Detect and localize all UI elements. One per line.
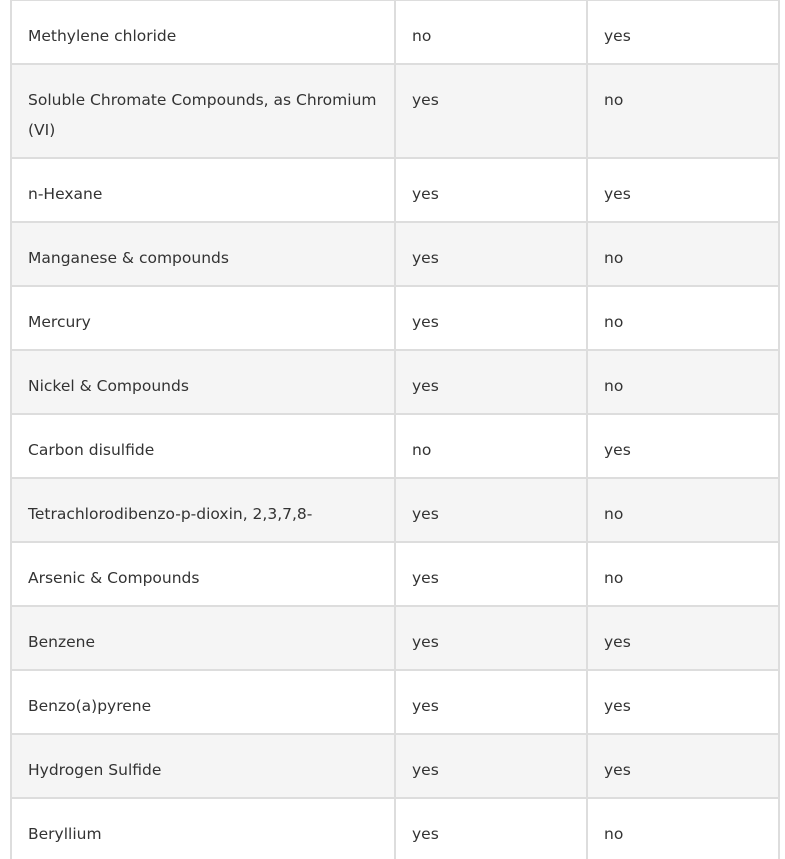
table-row	[11, 158, 779, 222]
substance-cell	[11, 414, 395, 478]
value-col3: no	[604, 505, 624, 523]
substance-name: Arsenic & Compounds	[28, 569, 200, 587]
value-col2: yes	[412, 633, 439, 651]
value-col3: yes	[604, 441, 631, 459]
value-cell	[395, 670, 587, 734]
substance-cell	[11, 0, 395, 64]
value-cell	[395, 0, 587, 64]
value-col3: yes	[604, 761, 631, 779]
substance-name: Mercury	[28, 313, 91, 331]
table-row	[11, 606, 779, 670]
value-col2: yes	[412, 505, 439, 523]
value-col2: no	[412, 441, 432, 459]
value-cell	[587, 64, 779, 158]
value-cell	[395, 286, 587, 350]
substance-name: Carbon disulfide	[28, 441, 155, 459]
value-cell	[587, 542, 779, 606]
value-cell	[587, 606, 779, 670]
value-col2: yes	[412, 697, 439, 715]
substance-cell	[11, 286, 395, 350]
value-col3: yes	[604, 185, 631, 203]
substance-name: Manganese & compounds	[28, 249, 229, 267]
substance-name: n-Hexane	[28, 185, 103, 203]
table-row	[11, 798, 779, 859]
value-col2: yes	[412, 569, 439, 587]
value-cell	[395, 222, 587, 286]
value-cell	[395, 542, 587, 606]
value-cell	[395, 158, 587, 222]
substance-name: Soluble Chromate Compounds, as Chromium (VI)	[28, 91, 377, 139]
substance-cell	[11, 670, 395, 734]
table-row	[11, 350, 779, 414]
value-col3: no	[604, 377, 624, 395]
value-col2: yes	[412, 313, 439, 331]
substance-cell	[11, 734, 395, 798]
value-cell	[395, 606, 587, 670]
substance-name: Tetrachlorodibenzo-p-dioxin, 2,3,7,8-	[28, 505, 313, 523]
value-cell	[395, 798, 587, 859]
value-cell	[587, 350, 779, 414]
value-col3: no	[604, 313, 624, 331]
value-cell	[587, 670, 779, 734]
substance-table	[10, 0, 780, 859]
value-cell	[587, 798, 779, 859]
value-col3: no	[604, 249, 624, 267]
substance-name: Benzene	[28, 633, 96, 651]
value-col3: yes	[604, 697, 631, 715]
value-cell	[587, 478, 779, 542]
table-row	[11, 478, 779, 542]
value-col2: yes	[412, 761, 439, 779]
substance-name: Benzo(a)pyrene	[28, 697, 152, 715]
substance-name: Nickel & Compounds	[28, 377, 189, 395]
table-row	[11, 0, 779, 64]
value-col3: no	[604, 825, 624, 843]
value-cell	[587, 158, 779, 222]
table-row	[11, 222, 779, 286]
value-col2: yes	[412, 249, 439, 267]
value-cell	[395, 478, 587, 542]
value-col2: yes	[412, 377, 439, 395]
value-cell	[395, 414, 587, 478]
value-col2: yes	[412, 825, 439, 843]
table-row	[11, 542, 779, 606]
substance-cell	[11, 606, 395, 670]
substance-name: Hydrogen Sulfide	[28, 761, 162, 779]
substance-name: Beryllium	[28, 825, 102, 843]
table-row	[11, 64, 779, 158]
table-row	[11, 414, 779, 478]
substance-name: Methylene chloride	[28, 27, 177, 45]
value-col3: yes	[604, 27, 631, 45]
table-body	[11, 0, 779, 859]
value-cell	[587, 286, 779, 350]
table-row	[11, 286, 779, 350]
value-col2: no	[412, 27, 432, 45]
value-cell	[587, 0, 779, 64]
value-cell	[395, 64, 587, 158]
value-cell	[587, 222, 779, 286]
substance-cell	[11, 158, 395, 222]
value-col2: yes	[412, 91, 439, 109]
substance-cell	[11, 542, 395, 606]
table-row	[11, 670, 779, 734]
substance-cell	[11, 350, 395, 414]
substance-cell	[11, 798, 395, 859]
value-col3: no	[604, 569, 624, 587]
value-col3: no	[604, 91, 624, 109]
value-cell	[395, 350, 587, 414]
substance-cell	[11, 64, 395, 158]
substance-cell	[11, 222, 395, 286]
value-cell	[587, 414, 779, 478]
value-cell	[395, 734, 587, 798]
value-col2: yes	[412, 185, 439, 203]
substance-cell	[11, 478, 395, 542]
value-col3: yes	[604, 633, 631, 651]
table-row	[11, 734, 779, 798]
value-cell	[587, 734, 779, 798]
